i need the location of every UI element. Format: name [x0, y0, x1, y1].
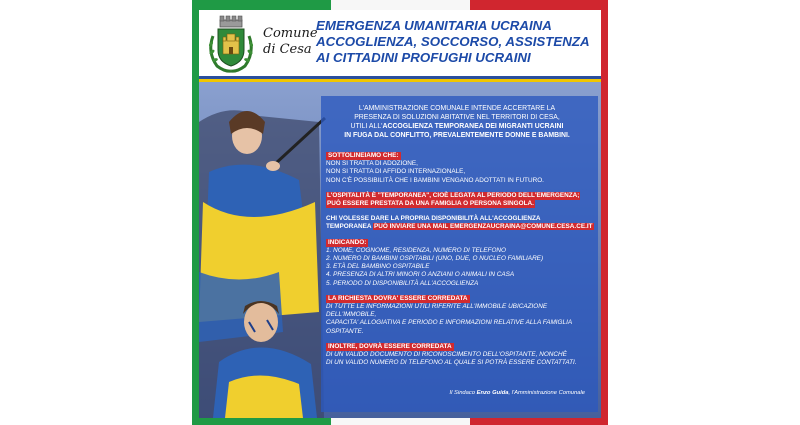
- highlight-text: PUÒ ESSERE PRESTATA DA UNA FAMIGLIA O PERSONA SINGOLA.: [327, 200, 534, 208]
- section-label: LA RICHIESTA DOVRA' ESSERE CORREDATA: [328, 294, 468, 302]
- section-label: SOTTOLINEIAMO CHE:: [328, 152, 399, 159]
- section-indicando: [326, 239, 596, 288]
- section-label: INDICANDO:: [328, 238, 367, 246]
- info-panel: [321, 96, 598, 412]
- highlight-text: L'OSPITALITÀ È "TEMPORANEA", CIOÈ LEGATA AL PERIODO DELL'EMERGENZA;: [327, 191, 580, 199]
- section-sottolineiamo: [326, 152, 596, 185]
- list-item: NON SI TRATTA DI ADOZIONE,: [326, 160, 418, 168]
- section-inoltre: INOLTRE, DOVRÀ ESSERE CORREDATA DI UN VALIDO DOCUMENTO DI RICONOSCIMENTO DELL'OSPITANTE, NONCHÈ DI UN VALIDO NUMERO DI TELEFONO AL QUALE SI POTRÀ ESSERE CONTATTATI.: [326, 342, 577, 367]
- headline: [316, 18, 601, 66]
- list-item: 5. PERIODO DI DISPONIBILITÀ ALL'ACCOGLIENZA: [326, 279, 479, 287]
- headline-line: EMERGENZA UMANITARIA UCRAINA: [316, 18, 552, 33]
- section-ospitalita: [326, 192, 596, 208]
- list-item: 3. ETÀ DEL BAMBINO OSPITABILE: [326, 263, 430, 271]
- section-disponibilita: CHI VOLESSE DARE LA PROPRIA DISPONIBILITÀ ALL'ACCOGLIENZA TEMPORANEA PUÒ INVIARE UNA MAIL EMERGENZAUCRAINA@COMUNE.CESA.CE.IT: [326, 215, 593, 231]
- headline-line: AI CITTADINI PROFUGHI UCRAINI: [316, 50, 531, 65]
- headline-line: ACCOGLIENZA, SOCCORSO, ASSISTENZA: [316, 34, 590, 49]
- intro-text: L'AMMINISTRAZIONE COMUNALE INTENDE ACCERTARE LA PRESENZA DI SOLUZIONI ABITATIVE NEL TERRITORI DI CESA, UTILI ALL'ACCOGLIENZA TEMPORANEA DEI MIGRANTI UCRAINI IN FUGA DAL CONFLITTO, PREVALENTEMENTE DONNE E BAMBINI.: [344, 105, 570, 139]
- list-item: 1. NOME, COGNOME, RESIDENZA, NUMERO DI TELEFONO: [326, 246, 507, 254]
- list-item: 2. NUMERO DI BAMBINI OSPITABILI (UNO, DUE, O NUCLEO FAMILIARE): [326, 255, 544, 263]
- section-label: INOLTRE, DOVRÀ ESSERE CORREDATA: [328, 342, 452, 350]
- comune-label: Comune di Cesa: [263, 26, 318, 57]
- list-item: 4. PRESENZA DI ALTRI MINORI O ANZIANI O ANIMALI IN CASA: [326, 271, 515, 279]
- signature: Il Sindaco Enzo Guida, l'Amministrazione Comunale: [449, 390, 585, 396]
- email-highlight: PUÒ INVIARE UNA MAIL EMERGENZAUCRAINA@COMUNE.CESA.CE.IT: [373, 223, 593, 231]
- header-card: [199, 10, 601, 76]
- poster: [192, 0, 608, 425]
- list-item: NON SI TRATTA DI AFFIDO INTERNAZIONALE,: [326, 168, 466, 176]
- list-item: NON C'È POSSIBILITÀ CHE I BAMBINI VENGANO ADOTTATI IN FUTURO.: [326, 176, 544, 184]
- coat-of-arms-icon: [203, 14, 259, 74]
- section-richiesta: LA RICHIESTA DOVRA' ESSERE CORREDATA DI TUTTE LE INFORMAZIONI UTILI RIFERITE ALL'IMMOBILE UBICAZIONE DELL'IMMOBILE, CAPACITA' ALLOGIATIVA E PERIODO E INFORMAZIONI RELATIVE ALLA FAMIGLIA OSPITANTE.: [326, 294, 572, 335]
